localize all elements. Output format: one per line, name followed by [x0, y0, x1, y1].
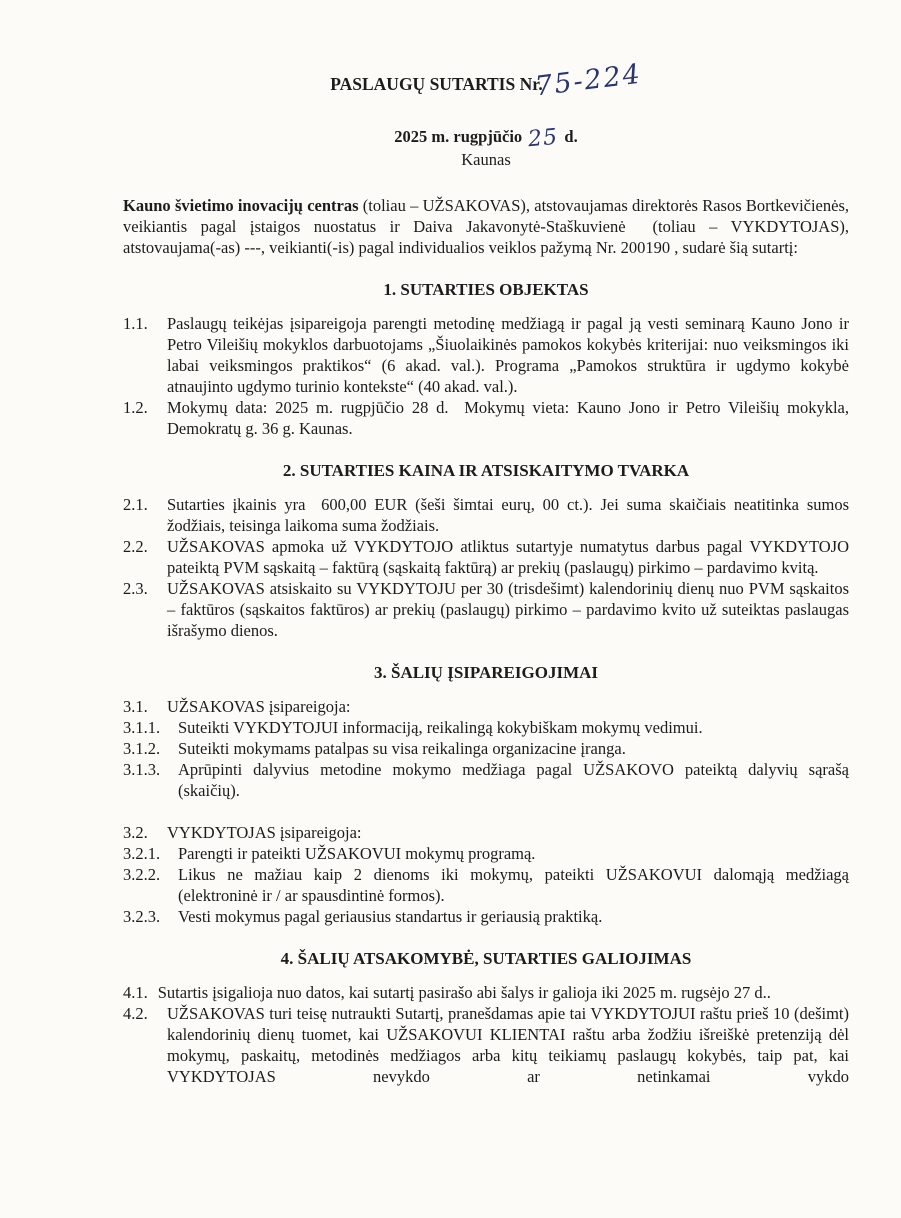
- date-line: [123, 124, 849, 153]
- clause-text: Suteikti VYKDYTOJUI informaciją, reikalingą kokybiškam mokymų vedimui.: [178, 718, 703, 737]
- intro-text: (toliau – UŽSAKOVAS), atstovaujamas direktorės Rasos Bortkevičienės, veikiantis pagal įstaigos nuostatus ir Daiva Jakavonytė-Staškuvienė (toliau – VYKDYTOJAS), atstovaujama(-as) ---, veikianti(-is) pagal individualios veiklos pažymą Nr. 200190 , sudarė šią sutartį:: [123, 196, 850, 257]
- handwritten-day: 25: [527, 124, 560, 153]
- clause-number: 1.1.: [123, 314, 148, 333]
- clause-4-1: [123, 982, 849, 1003]
- title-label: PASLAUGŲ SUTARTIS Nr.: [330, 74, 543, 94]
- clause-3-1-2: [123, 738, 849, 759]
- clause-text: UŽSAKOVAS apmoka už VYKDYTOJO atliktus sutartyje numatytus darbus pagal VYKDYTOJO pateiktą PVM sąskaitą – faktūrą (sąskaitą faktūrą) ar prekių (paslaugų) pirkimo – pardavimo kvitą.: [167, 537, 849, 577]
- clause-number: 3.2.3.: [123, 907, 161, 926]
- section-heading-1: 1. SUTARTIES OBJEKTAS: [383, 280, 589, 299]
- document-content: [123, 58, 850, 1087]
- clause-4-2: [123, 1003, 849, 1087]
- clause-text: Mokymų data: 2025 m. rugpjūčio 28 d. Mokymų vieta: Kauno Jono ir Petro Vileišių mokykla, Demokratų g. 36 g. Kaunas.: [167, 398, 849, 438]
- handwritten-contract-number: 75-224: [533, 58, 644, 103]
- clause-number: 3.1.1.: [123, 718, 161, 737]
- clause-number: 3.1.3.: [123, 760, 161, 779]
- clause-text: Parengti ir pateikti UŽSAKOVUI mokymų programą.: [178, 844, 536, 863]
- clause-text: UŽSAKOVAS įsipareigoja:: [167, 697, 351, 716]
- clause-text: Aprūpinti dalyvius metodine mokymo medžiaga pagal UŽSAKOVO pateiktą dalyvių sąrašą (skaičių).: [178, 760, 849, 800]
- clause-3-2-2: [123, 864, 849, 906]
- section-heading-3: 3. ŠALIŲ ĮSIPAREIGOJIMAI: [373, 663, 599, 682]
- clause-3-1-3: [123, 759, 849, 801]
- clause-text: UŽSAKOVAS atsiskaito su VYKDYTOJU per 30 (trisdešimt) kalendorinių dienų nuo PVM sąskaitos – faktūros (sąskaitos faktūros) ar prekių (paslaugų) pirkimo – pardavimo kvito už suteiktas paslaugas išrašymo dienos.: [167, 579, 849, 640]
- clause-text: UŽSAKOVAS turi teisę nutraukti Sutartį, pranešdamas apie tai VYKDYTOJUI raštu prieš 10 (dešimt) kalendorinių dienų tuomet, kai UŽSAKOVUI KLIENTAI raštu arba žodžiu išreiškė pretenziją dėl mokymų, paskaitų, metodinės medžiagos arba kitų teikiamų paslaugų kokybės, taip pat, kai VYKDYTOJAS nevykdo ar netinkamai vykdo: [167, 1004, 849, 1086]
- clause-text: Sutarties įkainis yra 600,00 EUR (šeši šimtai eurų, 00 ct.). Jei suma skaičiais neatitinka sumos žodžiais, teisinga laikoma suma žodžiais.: [167, 495, 849, 535]
- city-line: Kaunas: [461, 150, 511, 169]
- section-heading-4: 4. ŠALIŲ ATSAKOMYBĖ, SUTARTIES GALIOJIMAS: [280, 949, 692, 968]
- clause-2-3: [123, 578, 849, 641]
- clause-3-1-1: [123, 717, 849, 738]
- clause-text: Sutartis įsigalioja nuo datos, kai sutartį pasirašo abi šalys ir galioja iki 2025 m. rugsėjo 27 d..: [157, 983, 771, 1002]
- intro-paragraph: [123, 195, 849, 258]
- document-title: [123, 58, 849, 103]
- clause-1-2: [123, 397, 849, 439]
- date-prefix: 2025 m. rugpjūčio: [394, 127, 523, 146]
- clause-number: 3.1.2.: [123, 739, 161, 758]
- clause-2-1: [123, 494, 849, 536]
- clause-text: VYKDYTOJAS įsipareigoja:: [167, 823, 362, 842]
- clause-number: 1.2.: [123, 398, 148, 417]
- clause-text: Vesti mokymus pagal geriausius standartus ir geriausią praktiką.: [178, 907, 603, 926]
- clause-number: 3.2.1.: [123, 844, 161, 863]
- clause-text: Paslaugų teikėjas įsipareigoja parengti metodinę medžiagą ir pagal ją vesti seminarą Kauno Jono ir Petro Vileišių mokyklos darbuotojams „Šiuolaikinės pamokos kokybės kriterijai: nuo veiksmingos iki labai veiksmingos praktikos“ (6 akad. val.). Programa „Pamokos struktūra ir ugdymo kokybė atnaujinto ugdymo turinio kontekste“ (40 akad. val.).: [167, 314, 849, 396]
- clause-number: 4.2.: [123, 1004, 148, 1023]
- clause-number: 2.1.: [123, 495, 148, 514]
- clause-number: 2.3.: [123, 579, 148, 598]
- clause-text: Suteikti mokymams patalpas su visa reikalinga organizacine įranga.: [178, 739, 626, 758]
- clause-3-2: [123, 822, 849, 843]
- section-heading-2: 2. SUTARTIES KAINA IR ATSISKAITYMO TVARKA: [282, 461, 690, 480]
- clause-number: 3.1.: [123, 697, 148, 716]
- clause-1-1: [123, 313, 849, 397]
- clause-number: 3.2.2.: [123, 865, 161, 884]
- clause-text: Likus ne mažiau kaip 2 dienoms iki mokymų, pateikti UŽSAKOVUI dalomąją medžiagą (elektroninė ir / ar spausdintinė formos).: [178, 865, 849, 905]
- clause-2-2: [123, 536, 849, 578]
- clause-3-2-1: [123, 843, 849, 864]
- party-name: Kauno švietimo inovacijų centras: [123, 196, 359, 215]
- clause-number: 4.1.: [123, 983, 148, 1002]
- clause-3-2-3: [123, 906, 849, 927]
- clause-number: 2.2.: [123, 537, 148, 556]
- date-suffix: d.: [564, 127, 578, 146]
- clause-3-1: [123, 696, 849, 717]
- clause-number: 3.2.: [123, 823, 148, 842]
